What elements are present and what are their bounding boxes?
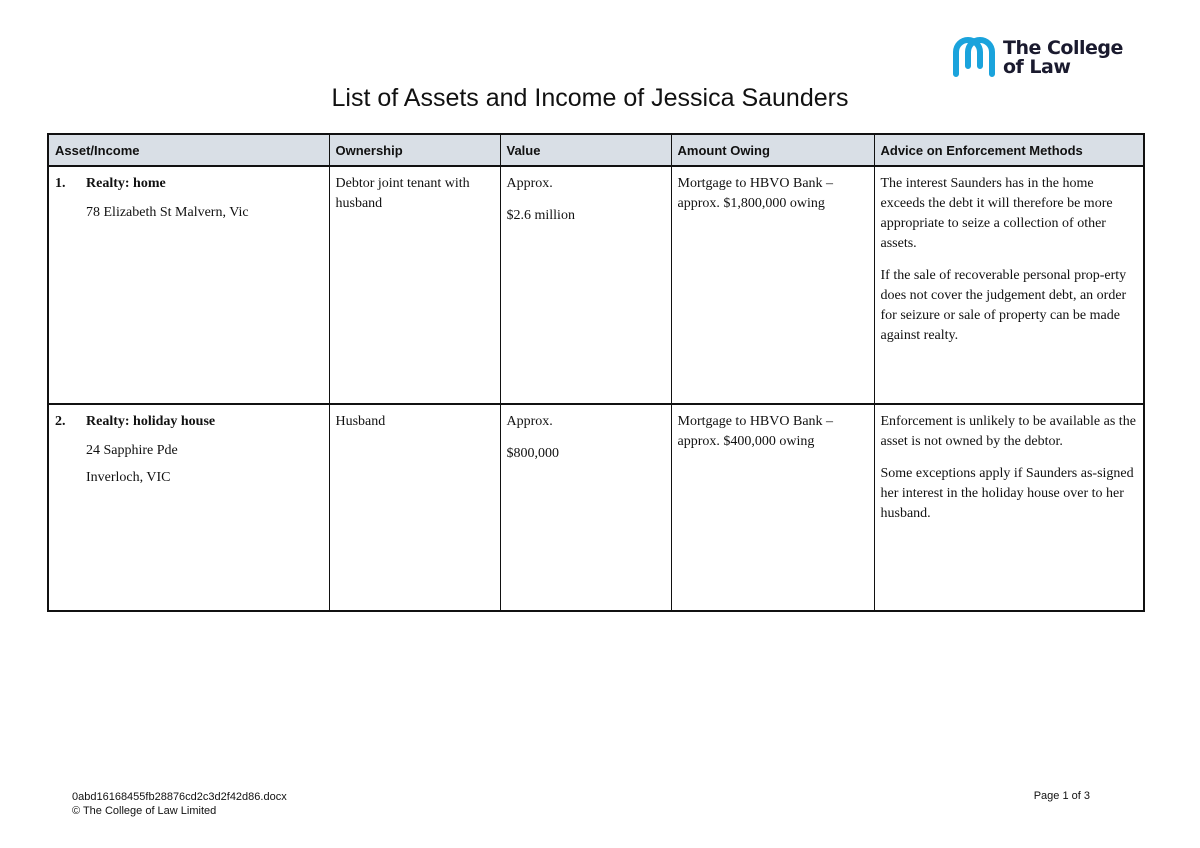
asset-cell xyxy=(48,404,329,611)
advice-cell xyxy=(874,404,1144,611)
asset-cell xyxy=(48,166,329,404)
amount-owing-cell: Mortgage to HBVO Bank – approx. $1,800,000 owing xyxy=(671,166,874,404)
table-header-row xyxy=(48,134,1144,166)
asset-heading xyxy=(55,412,323,432)
value-cell xyxy=(500,166,671,404)
advice-paragraph: The interest Saunders has in the home exceeds the debt it will therefore be more appropriate to seize a collection of other assets. xyxy=(880,176,1113,251)
asset-heading xyxy=(55,174,323,194)
amount-owing-cell: Mortgage to HBVO Bank – approx. $400,000 owing xyxy=(671,404,874,611)
logo-text-line2: of Law xyxy=(1003,56,1071,78)
advice-paragraph: Some exceptions apply if Saunders as-signed her interest in the holiday house over to her husband. xyxy=(880,466,1134,521)
asset-address-line: 24 Sapphire Pde xyxy=(86,443,178,458)
footer-copyright: © The College of Law Limited xyxy=(72,805,217,817)
footer-filename: 0abd16168455fb28876cd2c3d2f42d86.docx xyxy=(72,791,287,803)
table-row xyxy=(48,166,1144,404)
footer-page-number: Page 1 of 3 xyxy=(1033,790,1090,802)
asset-address-line: Inverloch, VIC xyxy=(86,470,171,485)
logo-text-line1: The College xyxy=(1003,37,1123,59)
value-amount: $2.6 million xyxy=(506,208,575,223)
ownership-cell: Debtor joint tenant with husband xyxy=(329,166,500,404)
value-amount: $800,000 xyxy=(506,446,559,461)
value-label: Approx. xyxy=(506,176,553,191)
column-header-value: Value xyxy=(500,134,671,166)
asset-number: 1. xyxy=(55,176,66,191)
college-of-law-logo xyxy=(952,36,1123,80)
column-header-asset-income: Asset/Income xyxy=(48,134,329,166)
column-header-ownership: Ownership xyxy=(329,134,500,166)
document-title: List of Assets and Income of Jessica Saunders xyxy=(331,84,849,112)
column-header-amount-owing: Amount Owing xyxy=(671,134,874,166)
advice-paragraph: If the sale of recoverable personal prop-erty does not cover the judgement debt, an order for seizure or sale of property can be made against realty. xyxy=(880,268,1127,343)
asset-address-line: 78 Elizabeth St Malvern, Vic xyxy=(86,205,249,220)
asset-title: Realty: home xyxy=(86,176,166,191)
asset-number: 2. xyxy=(55,414,66,429)
asset-address xyxy=(55,199,323,226)
college-logo-icon xyxy=(952,36,996,80)
logo-text xyxy=(1003,39,1123,77)
footer-left xyxy=(72,790,287,818)
assets-table xyxy=(47,133,1145,612)
table-row xyxy=(48,404,1144,611)
ownership-cell: Husband xyxy=(329,404,500,611)
asset-title: Realty: holiday house xyxy=(86,414,216,429)
value-label: Approx. xyxy=(506,414,553,429)
advice-cell xyxy=(874,166,1144,404)
column-header-advice: Advice on Enforcement Methods xyxy=(874,134,1144,166)
asset-address xyxy=(55,437,323,491)
value-cell xyxy=(500,404,671,611)
advice-paragraph: Enforcement is unlikely to be available as the asset is not owned by the debtor. xyxy=(880,414,1136,449)
